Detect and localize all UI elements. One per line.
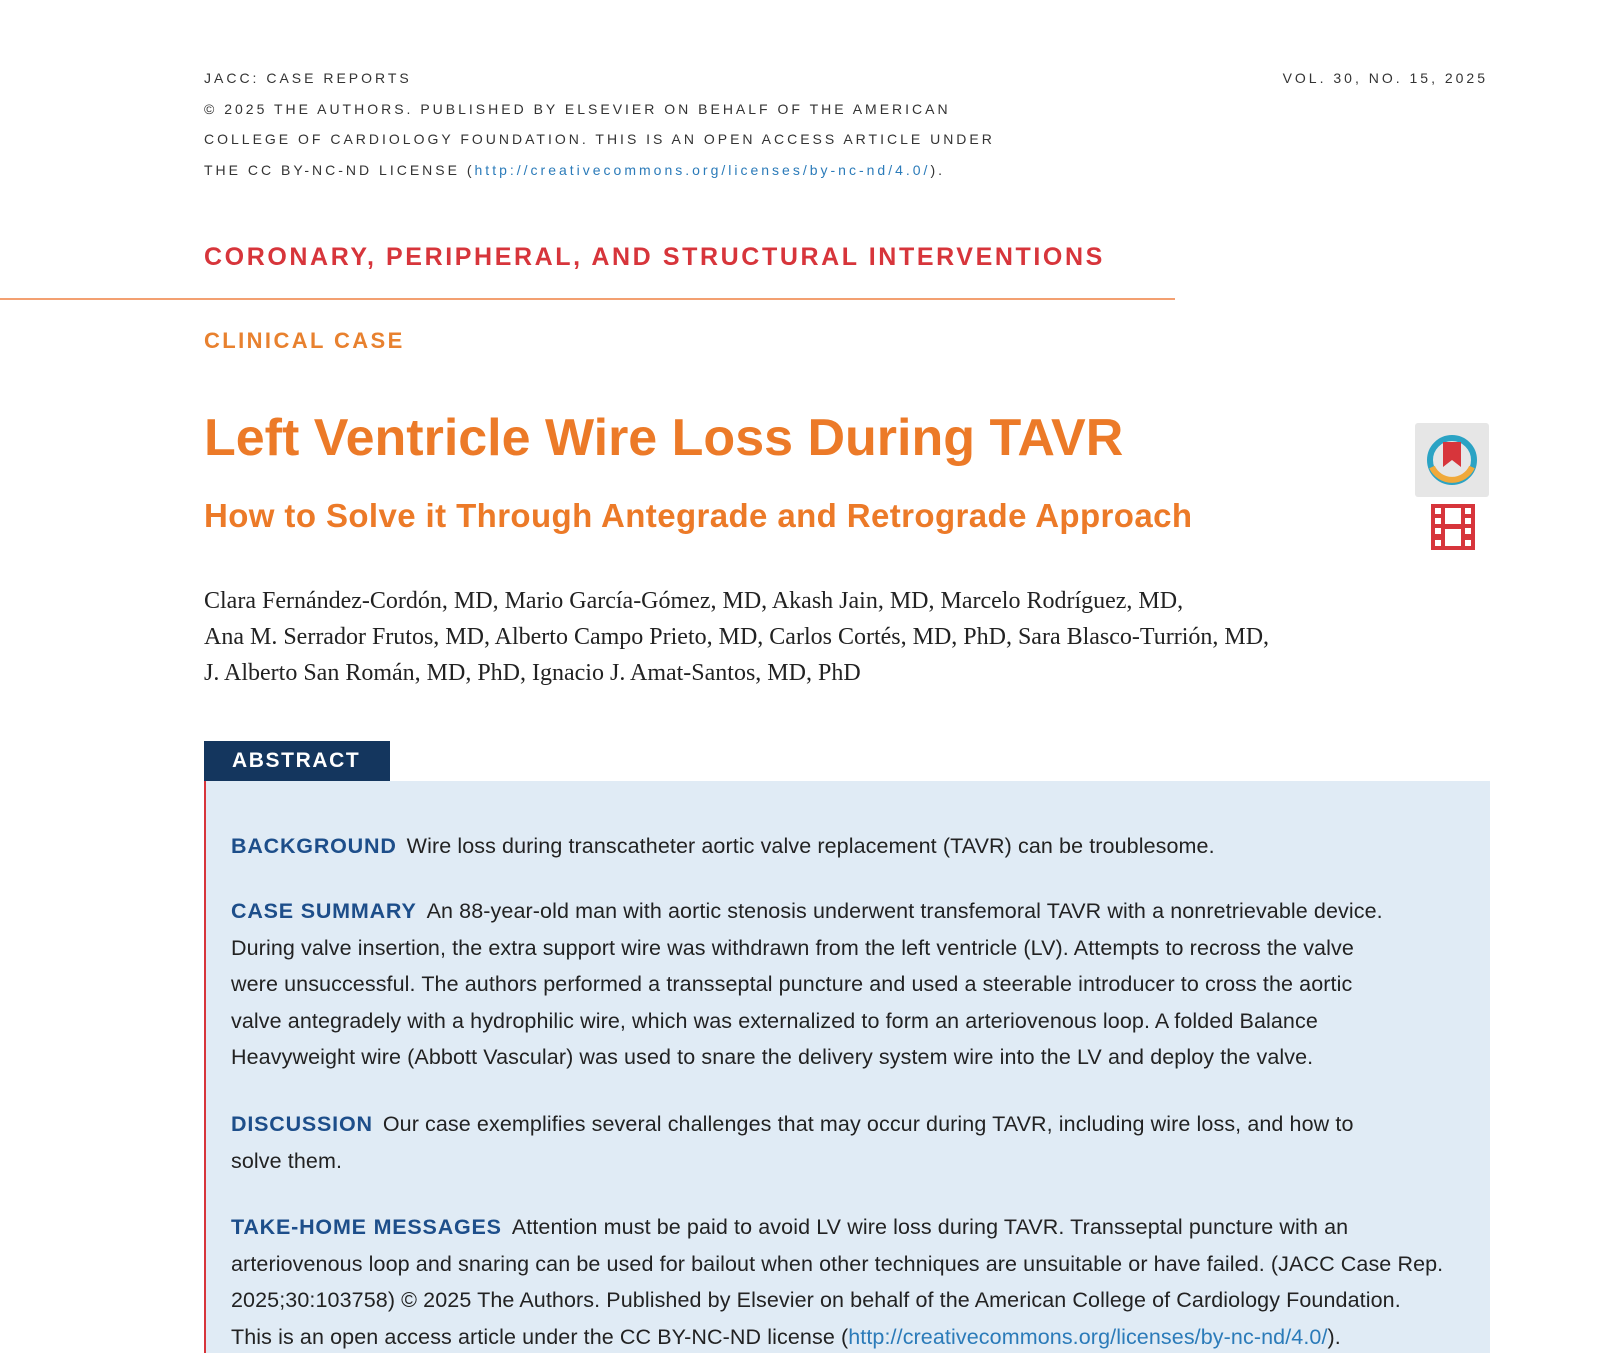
author-line: Clara Fernández-Cordón, MD, Mario García-Gómez, MD, Akash Jain, MD, Marcelo Rodríguez, MD,: [204, 583, 1269, 619]
video-film-icon[interactable]: [1431, 504, 1475, 555]
take-home-license-link[interactable]: http://creativecommons.org/licenses/by-nc-nd/4.0/: [848, 1325, 1327, 1349]
license-link[interactable]: http://creativecommons.org/licenses/by-nc-nd/4.0/: [475, 162, 931, 178]
license-prefix: THE CC BY-NC-ND LICENSE (: [204, 162, 475, 178]
author-list: [204, 583, 1269, 691]
case-summary-text: were unsuccessful. The authors performed a transseptal puncture and used a steerable introducer to cross the aortic: [231, 966, 1481, 1003]
copyright-line-2: COLLEGE OF CARDIOLOGY FOUNDATION. THIS IS AN OPEN ACCESS ARTICLE UNDER: [204, 124, 995, 155]
discussion-heading: DISCUSSION: [231, 1112, 373, 1136]
author-line: J. Alberto San Román, MD, PhD, Ignacio J. Amat-Santos, MD, PhD: [204, 655, 1269, 691]
author-line: Ana M. Serrador Frutos, MD, Alberto Campo Prieto, MD, Carlos Cortés, MD, PhD, Sara Blasco-Turrión, MD,: [204, 619, 1269, 655]
take-home-license-line: [231, 1319, 1481, 1355]
abstract-take-home: [231, 1209, 1481, 1355]
take-home-text: arteriovenous loop and snaring can be used for bailout when other techniques are unsuitable or have failed. (JACC Case Rep.: [231, 1246, 1481, 1283]
discussion-text: Our case exemplifies several challenges that may occur during TAVR, including wire loss, and how to: [383, 1112, 1354, 1136]
abstract-tab: ABSTRACT: [204, 741, 390, 781]
case-summary-text: valve antegradely with a hydrophilic wire, which was externalized to form an arteriovenous loop. A folded Balance: [231, 1003, 1481, 1040]
journal-header: [204, 63, 995, 185]
section-divider: [0, 298, 1175, 300]
background-heading: BACKGROUND: [231, 834, 397, 858]
abstract-case-summary: [231, 893, 1481, 1076]
license-line: [204, 155, 995, 186]
license-suffix: ).: [930, 162, 945, 178]
take-home-text: Attention must be paid to avoid LV wire loss during TAVR. Transseptal puncture with an: [512, 1215, 1348, 1239]
take-home-license-prefix: This is an open access article under the CC BY-NC-ND license (: [231, 1325, 848, 1349]
article-type-label: CLINICAL CASE: [204, 328, 405, 354]
take-home-heading: TAKE-HOME MESSAGES: [231, 1215, 502, 1239]
check-for-updates-icon[interactable]: [1415, 423, 1489, 497]
volume-issue: VOL. 30, NO. 15, 2025: [1283, 63, 1488, 93]
background-text: Wire loss during transcatheter aortic valve replacement (TAVR) can be troublesome.: [407, 834, 1215, 858]
abstract-discussion: [231, 1106, 1481, 1179]
abstract-background: [231, 828, 1481, 865]
take-home-license-suffix: ).: [1328, 1325, 1341, 1349]
case-summary-text: During valve insertion, the extra support wire was withdrawn from the left ventricle (LV). Attempts to recross the valve: [231, 930, 1481, 967]
case-summary-heading: CASE SUMMARY: [231, 899, 417, 923]
take-home-text: 2025;30:103758) © 2025 The Authors. Published by Elsevier on behalf of the American College of Cardiology Foundation.: [231, 1282, 1481, 1319]
discussion-text: solve them.: [231, 1143, 1481, 1180]
case-summary-text: Heavyweight wire (Abbott Vascular) was used to snare the delivery system wire into the LV and deploy the valve.: [231, 1039, 1481, 1076]
article-subtitle: How to Solve it Through Antegrade and Retrograde Approach: [204, 497, 1192, 535]
case-summary-text: An 88-year-old man with aortic stenosis underwent transfemoral TAVR with a nonretrievable device.: [427, 899, 1383, 923]
section-heading: CORONARY, PERIPHERAL, AND STRUCTURAL INTERVENTIONS: [204, 243, 1105, 272]
copyright-line-1: © 2025 THE AUTHORS. PUBLISHED BY ELSEVIER ON BEHALF OF THE AMERICAN: [204, 94, 995, 125]
article-title: Left Ventricle Wire Loss During TAVR: [204, 408, 1123, 468]
journal-name: JACC: CASE REPORTS: [204, 63, 995, 94]
